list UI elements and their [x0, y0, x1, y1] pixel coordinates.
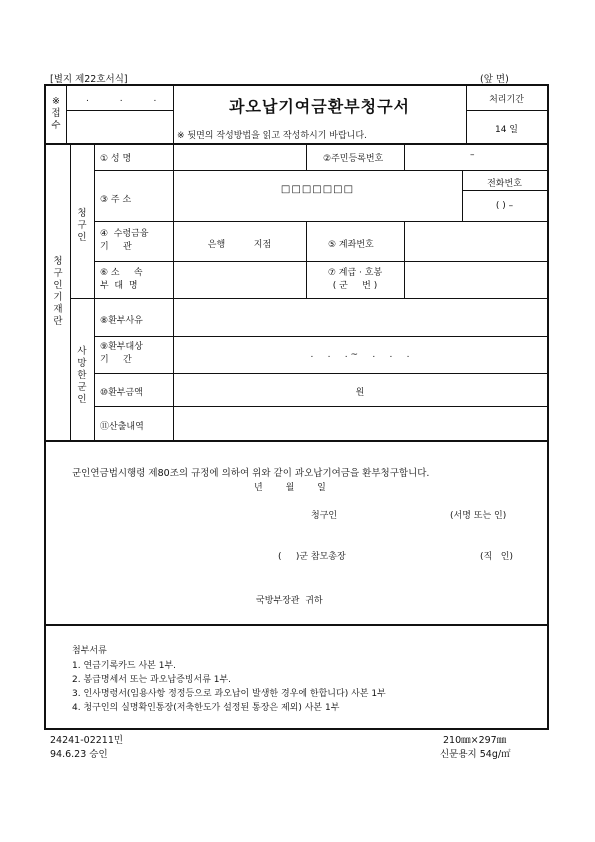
name-label: ① 성 명 — [100, 154, 132, 164]
divider — [46, 143, 547, 145]
divider — [46, 440, 547, 442]
processing-label: 처리기간 — [489, 95, 524, 105]
bank-label: ④ 수령금융 기 관 — [100, 229, 149, 252]
form-title: 과오납기여금환부청구서 — [228, 97, 411, 116]
form-code: 24241-02211민 — [50, 735, 124, 746]
receipt-label: ※ 접 수 — [51, 96, 61, 131]
divider — [94, 261, 547, 262]
processing-value: 14 일 — [494, 125, 518, 135]
divider — [404, 143, 405, 170]
rank-label: ⑦ 계급 · 호봉 ( 군 번 ) — [327, 268, 383, 291]
form-number: [별지 제22호서식] — [50, 74, 128, 85]
statement-date: 년 월 일 — [254, 483, 326, 493]
divider — [404, 221, 405, 298]
approval-date: 94.6.23 승인 — [50, 749, 108, 760]
paper-type: 신문용지 54g/㎡ — [440, 749, 511, 760]
divider — [66, 110, 173, 111]
chief-of-staff: ( )군 참모총장 — [278, 552, 346, 562]
address-label: ③ 주 소 — [100, 195, 132, 205]
claimant-section-label: 청 구 인 기 재 란 — [53, 256, 63, 327]
unit-label: ⑥ 소 속 부 대 명 — [100, 268, 143, 291]
instruction-note: ※ 뒷면의 작성방법을 읽고 작성하시기 바랍니다. — [177, 131, 367, 141]
paper-size: 210㎜×297㎜ — [443, 735, 507, 746]
divider — [70, 143, 71, 440]
divider — [94, 143, 95, 440]
form-frame — [44, 84, 549, 730]
period-label: ⑨환부대상 기 간 — [100, 342, 143, 365]
account-label: ⑤ 계좌번호 — [328, 240, 374, 250]
phone-value[interactable]: ( ) – — [495, 201, 514, 211]
divider — [94, 406, 547, 407]
divider — [94, 336, 547, 337]
statement-text: 군인연금법시행령 제80조의 규정에 의하여 위와 같이 과오납기여금을 환부청구합니다. — [72, 468, 430, 479]
receipt-date: . . . — [86, 94, 171, 104]
divider — [94, 170, 547, 171]
bank-value[interactable]: 은행 지점 — [207, 240, 272, 250]
divider — [462, 190, 547, 191]
divider — [66, 86, 67, 143]
attachment-item: 4. 청구인의 실명확인통장(저축한도가 설정된 통장은 제외) 사본 1부 — [72, 703, 340, 713]
calculation-label: ⑪산출내역 — [100, 422, 144, 432]
divider — [306, 143, 307, 170]
period-value[interactable]: . . . ~ . . . — [310, 350, 410, 360]
deceased-group-label: 사망 한군 인 — [77, 346, 87, 405]
divider — [466, 110, 547, 111]
divider — [94, 373, 547, 374]
divider — [70, 298, 547, 299]
attachment-item: 1. 연금기록카드 사본 1부. — [72, 661, 177, 671]
claimant-signature-label: 청구인 — [311, 511, 338, 521]
phone-label: 전화번호 — [487, 179, 522, 189]
amount-unit: 원 — [355, 388, 365, 398]
postal-code-boxes[interactable]: □□□□□□□ — [280, 184, 355, 195]
divider — [94, 221, 547, 222]
divider — [46, 624, 547, 626]
addressee: 국방부장관 귀하 — [256, 596, 323, 606]
rrn-label: ②주민등록번호 — [323, 154, 384, 164]
claimant-signature-mark: (서명 또는 인) — [450, 511, 507, 521]
page-side: (앞 면) — [480, 74, 509, 85]
claimant-group-label: 청구 인 — [77, 208, 87, 243]
amount-label: ⑩환부금액 — [100, 388, 143, 398]
rrn-dash: – — [470, 150, 475, 160]
official-seal-mark: (직 인) — [480, 552, 513, 562]
attachments-heading: 첨부서류 — [72, 646, 107, 656]
reason-label: ⑧환부사유 — [100, 316, 143, 326]
attachment-item: 3. 인사명령서(임용사항 정정등으로 과오납이 발생한 경우에 한합니다) 사본 1부 — [72, 689, 386, 699]
attachment-item: 2. 봉급명세서 또는 과오납증빙서류 1부. — [72, 675, 232, 685]
